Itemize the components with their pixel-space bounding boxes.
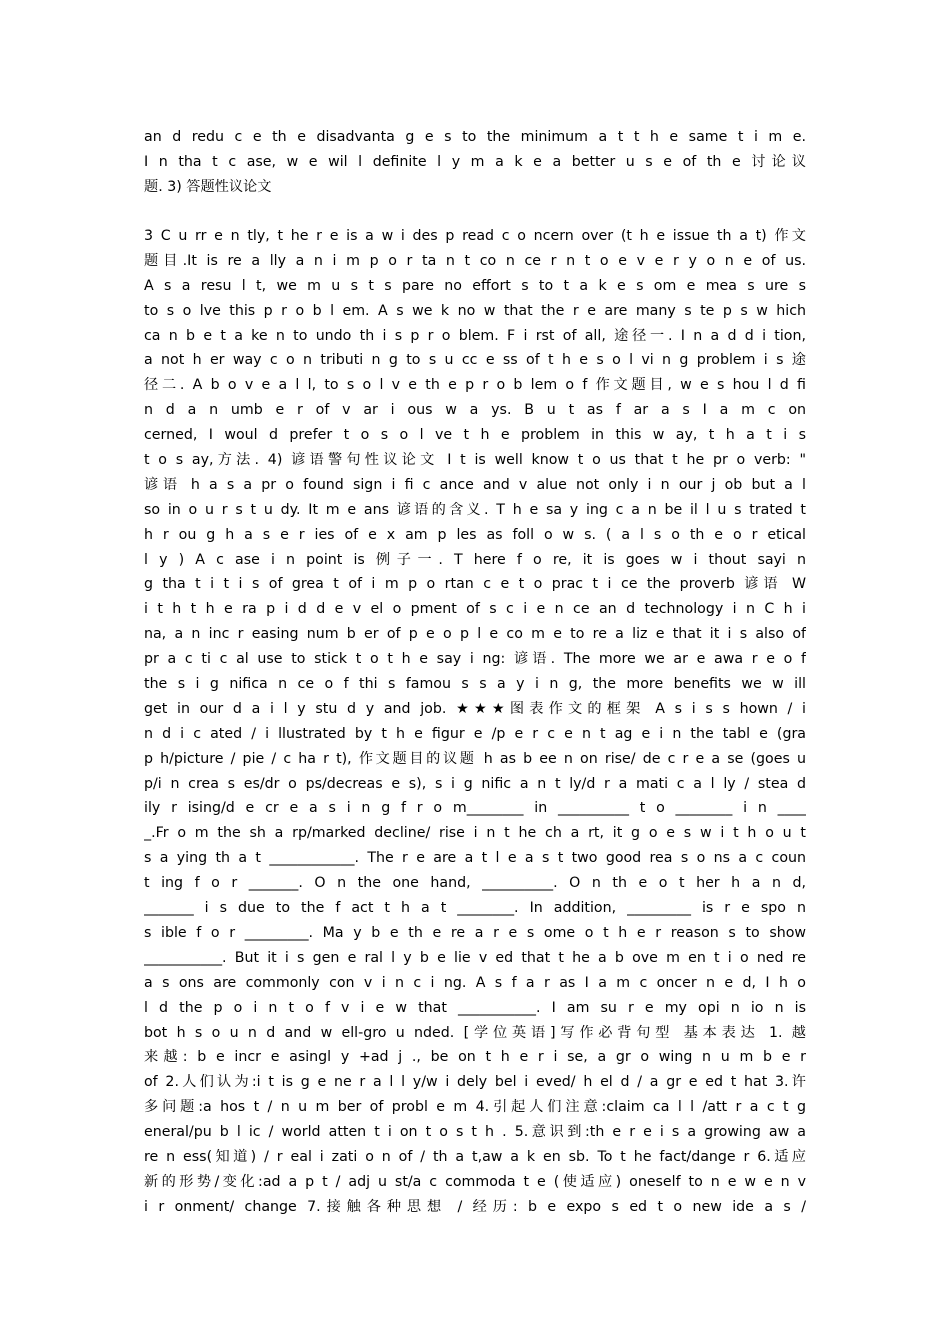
text-line: l d the p o i n t o f v i e w that ___________. I am su r e my opi n io n is <box>144 999 806 1016</box>
text-line: s a ying th a t ____________. The r e are a t l e a s t two good rea s o ns a c coun <box>144 850 806 867</box>
text-line: n d i c ated / i llustrated by t h e figur e /p e r c e n t ag e i n the tabl e (gra <box>144 725 806 742</box>
text-line: 径二. A b o v e a l l, to s o l v e th e p r o b lem o f 作文题目, w e s hou l d fi <box>144 377 806 394</box>
text-line: 来越: b e incr e asingl y +ad j ., be on t h e r i se, a gr o wing n u m b e r <box>144 1049 806 1066</box>
text-line: a not h er way c o n tributi n g to s u cc e ss of t h e s o l vi n g problem i s 途 <box>144 352 806 369</box>
text-line: i r onment/ change 7.接触各种思想 / 经历: b e expo s ed t o new ide a s / <box>144 1198 806 1215</box>
text-line: I n tha t c ase, w e wil l definite l y m a k e a better u s e of th e 讨论议 <box>144 153 806 170</box>
text-line: s ible f o r _________. Ma y b e th e re a r e s ome o t h e r reason s to show <box>144 924 806 941</box>
text-line: n d a n umb e r of v ar i ous w a ys. B u t as f ar a s I a m c on <box>144 402 806 419</box>
text-line: ___________. But it i s gen e ral l y b e lie v ed that t he a b ove m en t i o ned re <box>144 949 806 966</box>
text-line: _.Fr o m the sh a rp/marked decline/ rise i n t he ch a rt, it g o e s w i t h o u t <box>144 825 806 842</box>
text-line: the s i g nifica n ce o f thi s famou s s a y i n g, the more benefits we w ill <box>144 676 806 693</box>
text-line: 题. 3) 答题性议论文 <box>144 178 272 195</box>
text-line: ca n b e t a ke n to undo th i s p r o blem. F i rst of all, 途径一. I n a d d i tion, <box>144 327 806 344</box>
text-line: get in our d a i l y stu d y and job. ★★★图表作文的框架 A s i s s hown / i <box>144 700 806 717</box>
text-line: t o s ay,方法. 4) 谚语警句性议论文 I t is well know t o us that t he pr o verb: " <box>144 452 806 469</box>
text-line: p h/picture / pie / c ha r t), 作文题目的议题 h as b ee n on rise/ de c r e a se (goes u <box>144 750 806 767</box>
text-line: l y ) A c ase i n point is 例子一. T here f o re, it is goes w i thout sayi n <box>144 551 806 568</box>
text-line: 题目.It is re a lly a n i m p o r ta n t co n ce r n t o e v e r y o n e of us. <box>144 252 806 269</box>
text-line: pr a c ti c al use to stick t o t h e say i ng: 谚语. The more we ar e awa r e o f <box>144 651 806 668</box>
text-line: 谚语 h a s a pr o found sign i fi c ance and v alue not only i n our j ob but a l <box>144 476 806 493</box>
text-line: A s a resu l t, we m u s t s pare no effort s to t a k e s om e mea s ure s <box>144 277 806 294</box>
text-line: _______ i s due to the f act t h a t ________. In addition, _________ is r e spo n <box>144 900 806 917</box>
text-line: a s ons are commonly con v i n c i ng. A s f a r as I a m c oncer n e d, I h o <box>144 974 806 991</box>
text-line: to s o lve this p r o b l em. A s we k no w that the r e are many s te p s w hich <box>144 302 806 319</box>
text-line: p/i n crea s es/dr o ps/decreas e s), s i g nific a n t ly/d r a mati c a l ly / stea d <box>144 775 806 792</box>
text-line: an d redu c e th e disadvanta g e s to the minimum a t t h e same t i m e. <box>144 129 806 145</box>
text-line: g tha t i t i s of grea t of i m p o rtan c e t o prac t i ce the proverb 谚语 W <box>144 576 806 593</box>
text-line: eneral/pu b l ic / world atten t i on t o s t h . 5.意识到:th e r e i s a growing aw a <box>144 1124 806 1141</box>
text-line: of 2.人们认为:i t is g e ne r a l l y/w i dely bel i eved/ h el d / a gr e ed t hat 3.许 <box>144 1074 806 1091</box>
text-line: re n ess(知道) / r eal i zati o n of / th a t,aw a k en sb. To t he fact/dange r 6.适应 <box>144 1148 806 1165</box>
text-line: 多问题:a hos t / n u m ber of probl e m 4.引起人们注意:claim ca l l /att r a c t g <box>144 1099 806 1116</box>
text-line: 3 C u rr e n tly, t he r e is a w i des p read c o ncern over (t h e issue th a t) 作文 <box>144 228 806 244</box>
text-line: ily r ising/d e cr e a s i n g f r o m________ in __________ t o ________ i n ____ <box>144 800 806 817</box>
text-line: bot h s o u n d and w ell-gro u nded. [学位英语]写作必背句型 基本表达 1. 越 <box>144 1024 806 1041</box>
text-line: cerned, I woul d prefer t o s o l ve t h e problem in this w ay, t h a t i s <box>144 427 806 444</box>
paragraph-1 <box>144 125 806 200</box>
text-line: i t h t h e ra p i d d e v el o pment of s c i e n ce an d technology i n C h i <box>144 601 806 618</box>
text-line: na, a n inc r easing num b er of p e o p l e co m e to re a liz e that it i s also of <box>144 626 806 643</box>
text-line: so in o u r s t u dy. It m e ans 谚语的含义. T h e sa y ing c a n be il l u s trated t <box>144 501 806 518</box>
text-line: t ing f o r _______. O n the one hand, __________. O n th e o t her h a n d, <box>144 875 806 892</box>
text-line: 新的形势/变化:ad a p t / adj u st/a c commoda t e (使适应) oneself to n e w e n v <box>144 1173 806 1190</box>
paragraph-2 <box>144 224 806 1220</box>
text-line: h r ou g h a s e r ies of e x am p les as foll o w s. ( a l s o th e o r etical <box>144 526 806 543</box>
